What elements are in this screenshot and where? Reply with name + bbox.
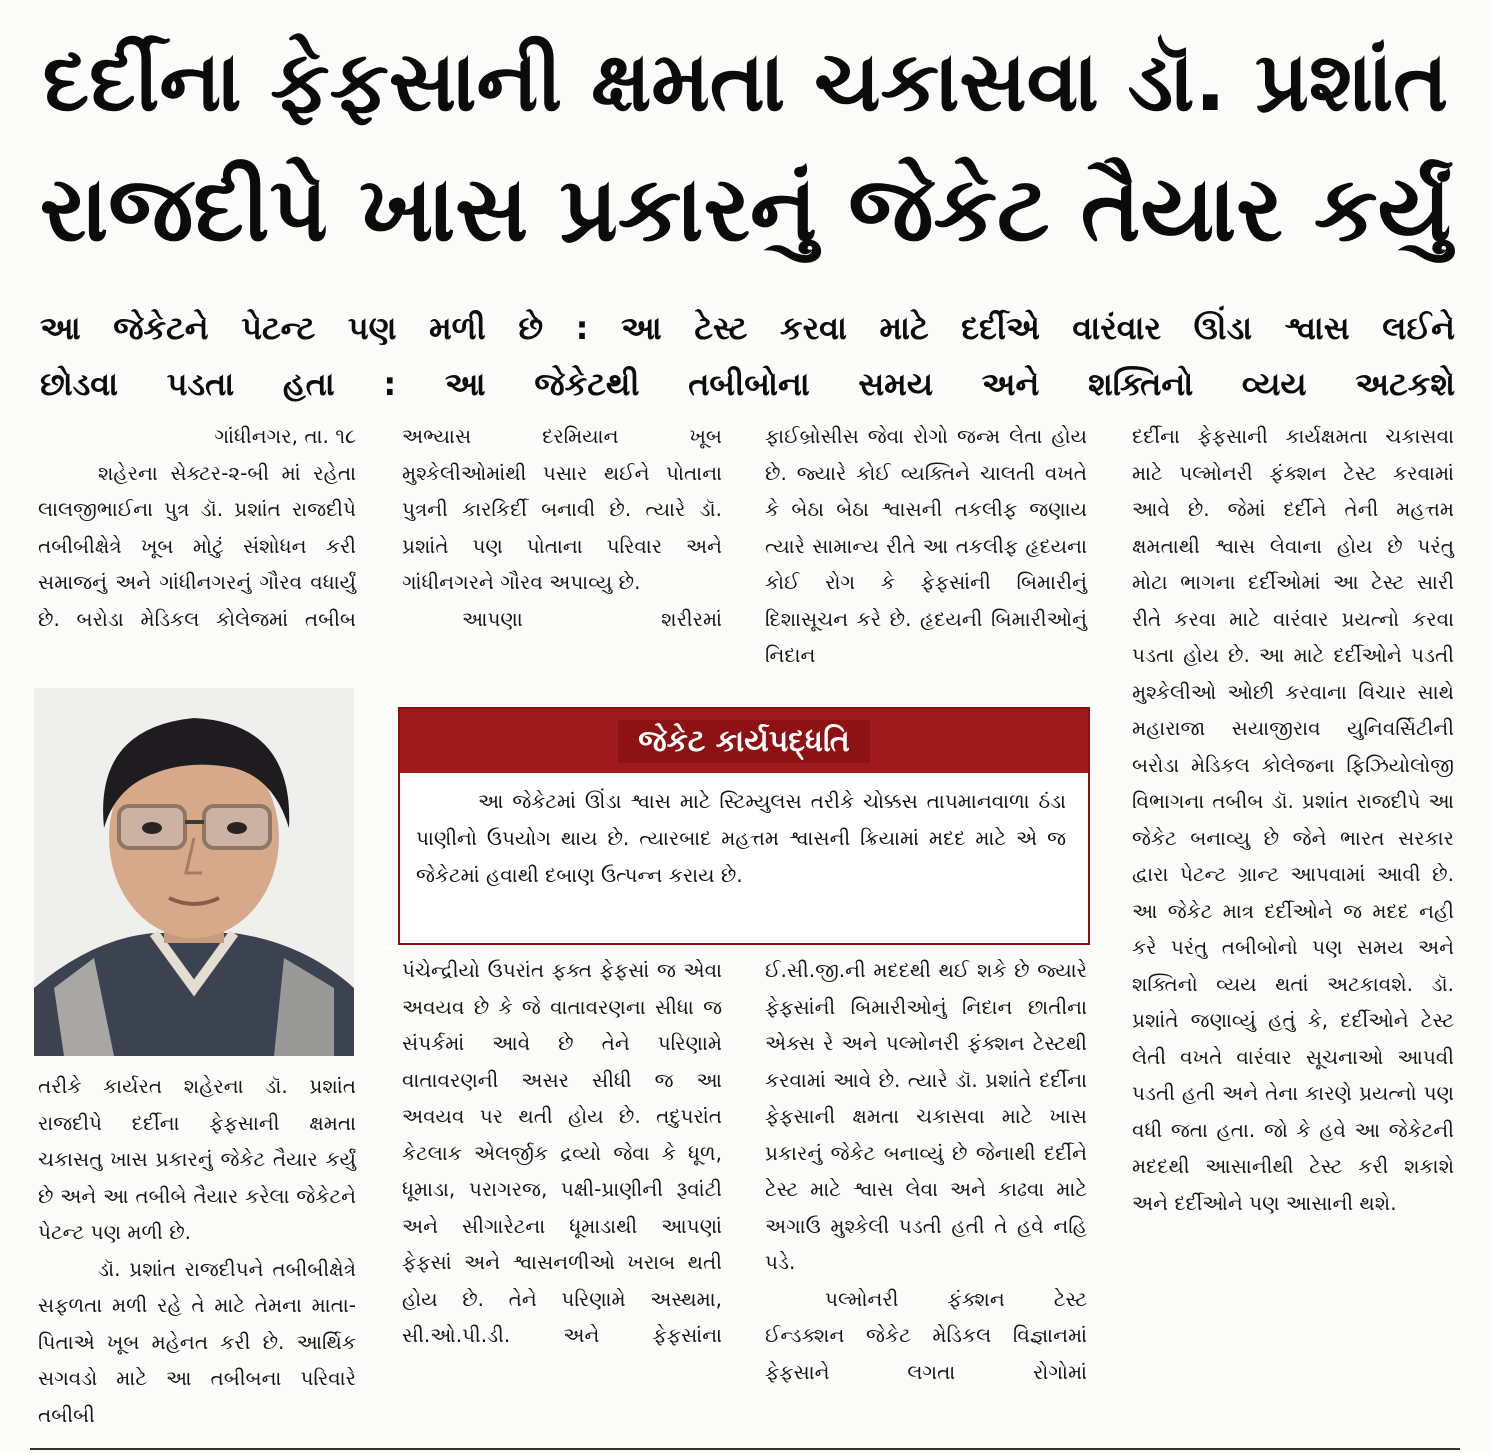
- column-3-paragraph-1: ઈ.સી.જી.ની મદદથી થઈ શકે છે જ્યારે ફેફસાંની બિમારીઓનું નિદાન છાતીના એક્સ રે અને પલ્મોનરી ફંક્શન ટેસ્ટથી કરવામાં આવે છે. ત્યારે ડૉ. પ્રશાંતે દર્દીના ફેફસાની ક્ષમતા ચકાસવા માટે ખાસ પ્રકારનું જેકેટ બનાવ્યું છે જેનાથી દર્દીને ટેસ્ટ માટે શ્વાસ લેવા અને કાઢવા માટે અગાઉ મુશ્કેલી પડતી હતી તે હવે નહિ પડે.: [765, 958, 1087, 1274]
- column-3-paragraph-2: પલ્મોનરી ફંક્શન ટેસ્ટ ઈન્ડક્શન જેકેટ મેડિકલ વિજ્ઞાનમાં ફેફસાને લગતા રોગોમાં: [765, 1286, 1087, 1384]
- headline-line-1: દર્દીના ફેફસાની ક્ષમતા ચકાસવા ડૉ. પ્રશાંત: [42, 33, 1449, 130]
- column-1-intro: શહેરના સેક્ટર-૨-બી માં રહેતા લાલજીભાઈના પુત્ર ડૉ. પ્રશાંત રાજદીપે તબીબીક્ષેત્રે ખૂબ મોટું સંશોધન કરી સમાજનું અને ગાંધીનગરનું ગૌરવ વધાર્યું છે. બરોડા મેડિકલ કોલેજમાં તબીબ: [38, 460, 356, 631]
- column-3-top: ફાઈબ્રોસીસ જેવા રોગો જન્મ લેતા હોય છે. જ્યારે કોઈ વ્યક્તિને ચાલતી વખતે કે બેઠા બેઠા શ્વાસની તકલીફ જણાય ત્યારે સામાન્ય રીતે આ તકલીફ હૃદયના કોઈ રોગ કે ફેફસાંની બિમારીનું દિશાસૂચન કરે છે. હૃદયની બિમારીઓનું નિદાન: [765, 424, 1087, 667]
- subheadline-line-1: આ જેકેટને પેટન્ટ પણ મળી છે : આ ટેસ્ટ કરવા માટે દર્દીએ વારંવાર ઊંડા શ્વાસ લઈને: [40, 309, 1455, 347]
- column-2-top: [402, 418, 722, 637]
- portrait-photo: [34, 688, 354, 1056]
- method-box-title: જેકેટ કાર્યપદ્ધતિ: [618, 720, 869, 763]
- column-4: દર્દીના ફેફસાની કાર્યક્ષમતા ચકાસવા માટે પલ્મોનરી ફંક્શન ટેસ્ટ કરવામાં આવે છે. જેમાં દર્દીને તેની મહત્તમ ક્ષમતાથી શ્વાસ લેવાના હોય છે પરંતુ મોટા ભાગના દર્દીઓમાં આ ટેસ્ટ સારી રીતે કરવા માટે વારંવાર પ્રયત્નો કરવા પડતા હોય છે. આ માટે દર્દીઓને પડતી મુશ્કેલીઓ ઓછી કરવાના વિચાર સાથે મહારાજા સયાજીરાવ યુનિવર્સિટીની બરોડા મેડિકલ કોલેજના ફિઝિયોલોજી વિભાગના તબીબ ડૉ. પ્રશાંત રાજદીપે આ જેકેટ બનાવ્યુ છે જેને ભારત સરકાર દ્વારા પેટન્ટ ગ્રાન્ટ આપવામાં આવી છે. આ જેકેટ માત્ર દર્દીઓને જ મદદ નહી કરે પરંતુ તબીબોનો પણ સમય અને શક્તિનો વ્યય થતાં અટકાવશે. ડૉ. પ્રશાંતે જણાવ્યું હતું કે, દર્દીઓને ટેસ્ટ લેતી વખતે વારંવાર સૂચનાઓ આપવી પડતી હતી અને તેના કારણે પ્રયત્નો પણ વધી જતા હતા. જો કે હવે આ જેકેટની મદદથી આસાનીથી ટેસ્ટ કરી શકાશે અને દર્દીઓને પણ આસાની થશે.: [1132, 424, 1454, 1215]
- column-1-paragraph-1: તરીકે કાર્યરત શહેરના ડૉ. પ્રશાંત રાજદીપે દર્દીના ફેફસાની ક્ષમતા ચકાસતુ ખાસ પ્રકારનું જેકેટ તૈયાર કર્યું છે અને આ તબીબે તૈયાર કરેલા જેકેટને પેટન્ટ પણ મળી છે.: [38, 1074, 356, 1244]
- column-2-lead: આપણા શરીરમાં: [462, 606, 722, 631]
- portrait-illustration: [34, 688, 354, 1056]
- column-1-paragraph-2: ડૉ. પ્રશાંત રાજદીપને તબીબીક્ષેત્રે સફળતા મળી રહે તે માટે તેમના માતા-પિતાએ ખૂબ મહેનત કરી છે. આર્થિક સગવડો માટે આ તબીબના પરિવારે તબીબી: [38, 1256, 356, 1427]
- method-box-header: [400, 709, 1088, 773]
- column-1-top: [38, 418, 356, 637]
- column-3-bottom: [765, 952, 1087, 1438]
- headline-line-2: રાજદીપે ખાસ પ્રકારનું જેકેટ તૈયાર કર્યું: [39, 157, 1452, 262]
- column-1-bottom: [38, 1068, 356, 1438]
- subheadline-line-2: છોડવા પડતા હતા : આ જેકેટથી તબીબોના સમય અને શક્તિનો વ્યય અટકશે: [40, 365, 1455, 403]
- column-2-bottom: પંચેન્દ્રીયો ઉપરાંત ફક્ત ફેફસાં જ એવા અવયવ છે કે જે વાતાવરણના સીધા જ સંપર્કમાં આવે છે તેને પરિણામે વાતાવરણની અસર સીધી જ આ અવયવ પર થતી હોય છે. તદુપરાંત કેટલાક એલર્જીક દ્રવ્યો જેવા કે ધૂળ, ધૂમાડા, પરાગરજ, પક્ષી-પ્રાણીની રૂવાંટી અને સીગારેટના ધૂમાડાથી આપણાં ફેફસાં અને શ્વાસનળીઓ ખરાબ થતી હોય છે. તેને પરિણામે અસ્થમા, સી.ઓ.પી.ડી. અને ફેફસાંના: [402, 958, 722, 1347]
- bottom-rule: [30, 1448, 1460, 1450]
- column-2-intro: અભ્યાસ દરમિયાન ખૂબ મુશ્કેલીઓમાંથી પસાર થઈને પોતાના પુત્રની કારકિર્દી બનાવી છે. ત્યારે ડૉ. પ્રશાંતે પણ પોતાના પરિવાર અને ગાંધીનગરને ગૌરવ અપાવ્યુ છે.: [402, 424, 722, 594]
- dateline: ગાંધીનગર, તા. ૧૮: [214, 424, 356, 448]
- method-box-text: આ જેકેટમાં ઊંડા શ્વાસ માટે સ્ટિમ્યુલસ તરીકે ચોક્કસ તાપમાનવાળા ઠંડા પાણીનો ઉપયોગ થાય છે. ત્યારબાદ મહત્તમ શ્વાસની ક્રિયામાં મદદ માટે એ જ જેકેટમાં હવાથી દબાણ ઉત્પન્ન કરાય છે.: [416, 789, 1066, 887]
- method-box: [398, 707, 1090, 945]
